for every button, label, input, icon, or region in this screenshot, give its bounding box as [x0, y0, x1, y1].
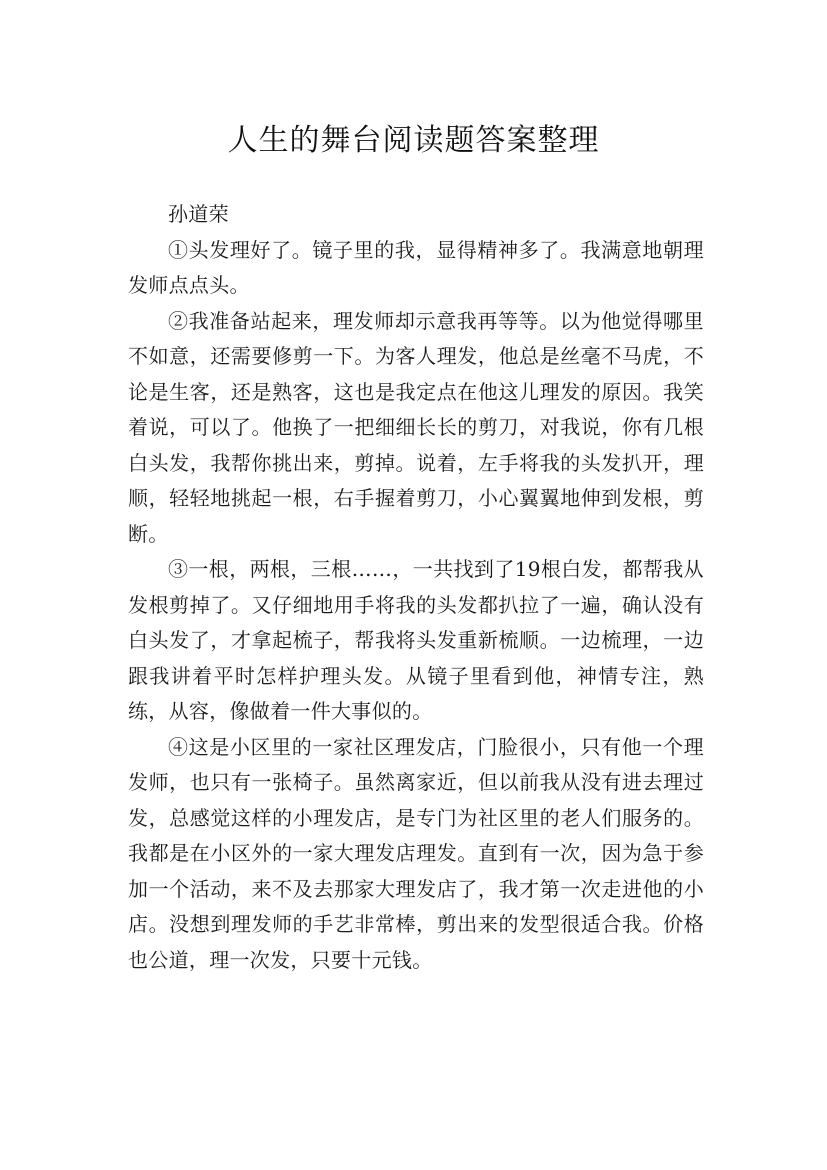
paragraph-3: ③一根，两根，三根……，一共找到了19根白发，都帮我从发根剪掉了。又仔细地用手将我的头发都扒拉了一遍，确认没有白头发了，才拿起梳子，帮我将头发重新梳顺。一边梳理，一边跟我讲着平时怎样护理头发。从镜子里看到他，神情专注，熟练，从容，像做着一件大事似的。 [128, 557, 704, 723]
paragraph-4: ④这是小区里的一家社区理发店，门脸很小，只有他一个理发师，也只有一张椅子。虽然离家近，但以前我从没有进去理过发，总感觉这样的小理发店，是专门为社区里的老人们服务的。我都是在小区外的一家大理发店理发。直到有一次，因为急于参加一个活动，来不及去那家大理发店了，我才第一次走进他的小店。没想到理发师的手艺非常棒，剪出来的发型很适合我。价格也公道，理一次发，只要十元钱。 [128, 734, 704, 972]
paragraph-2: ②我准备站起来，理发师却示意我再等等。以为他觉得哪里不如意，还需要修剪一下。为客人理发，他总是丝毫不马虎，不论是生客，还是熟客，这也是我定点在他这儿理发的原因。我笑着说，可以了。他换了一把细细长长的剪刀，对我说，你有几根白头发，我帮你挑出来，剪掉。说着，左手将我的头发扒开，理顺，轻轻地挑起一根，右手握着剪刀，小心翼翼地伸到发根，剪断。 [128, 308, 704, 546]
author-line: 孙道荣 [168, 202, 229, 226]
paragraph-1: ①头发理好了。镜子里的我，显得精神多了。我满意地朝理发师点点头。 [128, 237, 704, 297]
article-body [128, 197, 704, 978]
document-title: 人生的舞台阅读题答案整理 [227, 123, 600, 159]
